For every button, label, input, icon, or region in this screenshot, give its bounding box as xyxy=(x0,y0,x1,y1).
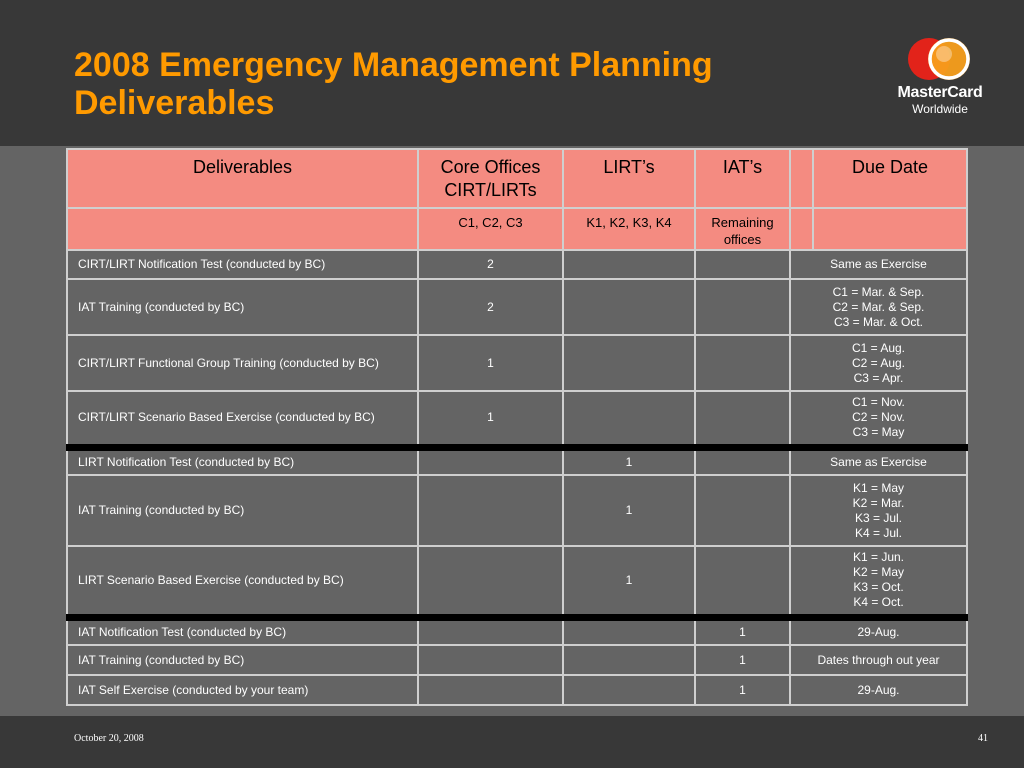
due-date-cell: Dates through out year xyxy=(790,645,967,675)
table-row xyxy=(67,335,967,391)
due-date-cell: C1 = Mar. & Sep. C2 = Mar. & Sep. C3 = Mar. & Oct. xyxy=(790,279,967,335)
mastercard-logo xyxy=(888,34,992,124)
deliverable-cell: CIRT/LIRT Functional Group Training (conducted by BC) xyxy=(67,335,418,391)
lirts-cell xyxy=(563,645,695,675)
table-row xyxy=(67,675,967,705)
core-offices-cell: 1 xyxy=(418,391,563,447)
iats-cell: 1 xyxy=(695,645,790,675)
deliverable-cell: IAT Self Exercise (conducted by your team) xyxy=(67,675,418,705)
lirts-cell xyxy=(563,675,695,705)
subheader-cell xyxy=(790,208,813,250)
lirts-cell: 1 xyxy=(563,447,695,475)
deliverable-cell: LIRT Scenario Based Exercise (conducted by BC) xyxy=(67,546,418,617)
table-header-row xyxy=(67,149,967,208)
table-subheader-row xyxy=(67,208,967,250)
title-line-2: Deliverables xyxy=(74,84,275,122)
lirts-cell xyxy=(563,335,695,391)
due-date-cell: 29-Aug. xyxy=(790,675,967,705)
lirts-cell xyxy=(563,391,695,447)
table-row xyxy=(67,391,967,447)
subheader-cell: C1, C2, C3 xyxy=(418,208,563,250)
due-date-cell: K1 = Jun. K2 = May K3 = Oct. K4 = Oct. xyxy=(790,546,967,617)
core-offices-cell xyxy=(418,645,563,675)
core-offices-cell xyxy=(418,617,563,645)
header-lirts: LIRT’s xyxy=(563,149,695,208)
slide-title xyxy=(74,46,834,122)
core-offices-cell: 1 xyxy=(418,335,563,391)
table-row xyxy=(67,546,967,617)
deliverables-table xyxy=(66,148,968,706)
subheader-cell: Remaining offices xyxy=(695,208,790,250)
iats-cell xyxy=(695,475,790,546)
core-offices-cell: 2 xyxy=(418,250,563,279)
core-offices-cell xyxy=(418,447,563,475)
iats-cell xyxy=(695,391,790,447)
deliverable-cell: IAT Training (conducted by BC) xyxy=(67,279,418,335)
due-date-cell: Same as Exercise xyxy=(790,447,967,475)
table-row xyxy=(67,645,967,675)
lirts-cell: 1 xyxy=(563,546,695,617)
header-spacer xyxy=(790,149,813,208)
logo-brand-text: MasterCard xyxy=(897,84,983,101)
logo-sub-text: Worldwide xyxy=(912,102,968,116)
deliverable-cell: IAT Training (conducted by BC) xyxy=(67,645,418,675)
lirts-cell xyxy=(563,617,695,645)
header-deliverables: Deliverables xyxy=(67,149,418,208)
header-core-offices: Core Offices CIRT/LIRTs xyxy=(418,149,563,208)
table-row xyxy=(67,447,967,475)
due-date-cell: C1 = Aug. C2 = Aug. C3 = Apr. xyxy=(790,335,967,391)
due-date-cell: 29-Aug. xyxy=(790,617,967,645)
deliverable-cell: IAT Training (conducted by BC) xyxy=(67,475,418,546)
iats-cell xyxy=(695,335,790,391)
mastercard-circles-icon xyxy=(904,34,976,84)
table-row xyxy=(67,250,967,279)
iats-cell xyxy=(695,447,790,475)
due-date-cell: K1 = May K2 = Mar. K3 = Jul. K4 = Jul. xyxy=(790,475,967,546)
lirts-cell xyxy=(563,250,695,279)
subheader-cell: K1, K2, K3, K4 xyxy=(563,208,695,250)
lirts-cell xyxy=(563,279,695,335)
deliverable-cell: CIRT/LIRT Scenario Based Exercise (conducted by BC) xyxy=(67,391,418,447)
iats-cell xyxy=(695,546,790,617)
title-line-1: 2008 Emergency Management Planning xyxy=(74,46,713,84)
due-date-cell: C1 = Nov. C2 = Nov. C3 = May xyxy=(790,391,967,447)
slide-header xyxy=(0,0,1024,146)
iats-cell: 1 xyxy=(695,675,790,705)
core-offices-cell: 2 xyxy=(418,279,563,335)
iats-cell: 1 xyxy=(695,617,790,645)
deliverable-cell: IAT Notification Test (conducted by BC) xyxy=(67,617,418,645)
iats-cell xyxy=(695,250,790,279)
footer-date: October 20, 2008 xyxy=(74,733,144,744)
core-offices-cell xyxy=(418,546,563,617)
iats-cell xyxy=(695,279,790,335)
subheader-cell xyxy=(813,208,967,250)
core-offices-cell xyxy=(418,675,563,705)
header-due-date: Due Date xyxy=(813,149,967,208)
deliverable-cell: CIRT/LIRT Notification Test (conducted by BC) xyxy=(67,250,418,279)
due-date-cell: Same as Exercise xyxy=(790,250,967,279)
header-iats: IAT’s xyxy=(695,149,790,208)
table-row xyxy=(67,475,967,546)
table-row xyxy=(67,279,967,335)
page-number: 41 xyxy=(978,733,988,744)
subheader-cell xyxy=(67,208,418,250)
deliverable-cell: LIRT Notification Test (conducted by BC) xyxy=(67,447,418,475)
slide-footer xyxy=(0,716,1024,768)
lirts-cell: 1 xyxy=(563,475,695,546)
table-row xyxy=(67,617,967,645)
core-offices-cell xyxy=(418,475,563,546)
